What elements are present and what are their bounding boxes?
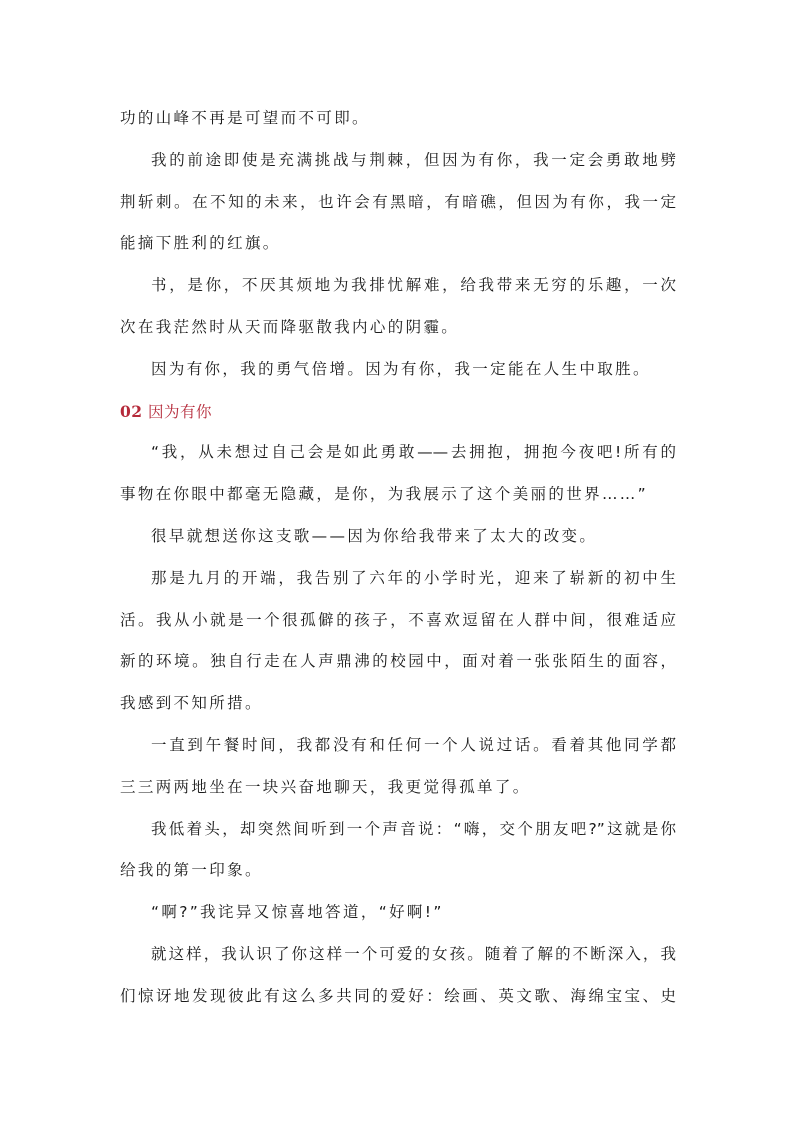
- paragraph-line: 书，是你，不厌其烦地为我排忧解难，给我带来无穷的乐趣，一次: [151, 276, 676, 295]
- section-heading: [120, 391, 676, 433]
- paragraph-line: 能摘下胜利的红旗。: [120, 234, 281, 253]
- paragraph-line: 给我的第一印象。: [120, 861, 263, 880]
- paragraph-line: 我感到不知所措。: [120, 694, 263, 713]
- paragraph-line: 我低着头，却突然间听到一个声音说：“嗨，交个朋友吧?”这就是你: [151, 819, 676, 838]
- paragraph-line: 那是九月的开端，我告别了六年的小学时光，迎来了崭新的初中生: [151, 568, 676, 587]
- paragraph-line: 功的山峰不再是可望而不可即。: [120, 109, 370, 127]
- paragraph-line: 就这样，我认识了你这样一个可爱的女孩。随着了解的不断深入，我: [151, 944, 676, 963]
- paragraph-line: 事物在你眼中都毫无隐藏，是你，为我展示了这个美丽的世界……”: [120, 485, 649, 504]
- paragraph-line: 因为有你，我的勇气倍增。因为有你，我一定能在人生中取胜。: [151, 359, 651, 378]
- paragraph-line: 活。我从小就是一个很孤僻的孩子，不喜欢逗留在人群中间，很难适应: [120, 610, 676, 629]
- paragraph-line: 次在我茫然时从天而降驱散我内心的阴霾。: [120, 317, 460, 336]
- paragraph-line: 新的环境。独自行走在人声鼎沸的校园中，面对着一张张陌生的面容，: [120, 652, 676, 671]
- paragraph-line: “啊?”我诧异又惊喜地答道，“好啊!”: [151, 903, 444, 922]
- article-body: [120, 98, 676, 1018]
- paragraph-line: 很早就想送你这支歌——因为你给我带来了太大的改变。: [151, 526, 598, 545]
- paragraph-line: 我的前途即使是充满挑战与荆棘，但因为有你，我一定会勇敢地劈: [151, 150, 676, 169]
- paragraph-line: “我，从未想过自己会是如此勇敢——去拥抱，拥抱今夜吧!所有的: [151, 443, 676, 462]
- paragraph-line: 荆斩刺。在不知的未来，也许会有黑暗，有暗礁，但因为有你，我一定: [120, 192, 676, 211]
- paragraph-line: 三三两两地坐在一块兴奋地聊天，我更觉得孤单了。: [120, 777, 531, 796]
- paragraph-line: 一直到午餐时间，我都没有和任何一个人说过话。看着其他同学都: [151, 735, 676, 754]
- section-title: 因为有你: [148, 402, 213, 421]
- section-number: 02: [120, 401, 143, 421]
- paragraph-line: 们惊讶地发现彼此有这么多共同的爱好：绘画、英文歌、海绵宝宝、史: [120, 986, 676, 1005]
